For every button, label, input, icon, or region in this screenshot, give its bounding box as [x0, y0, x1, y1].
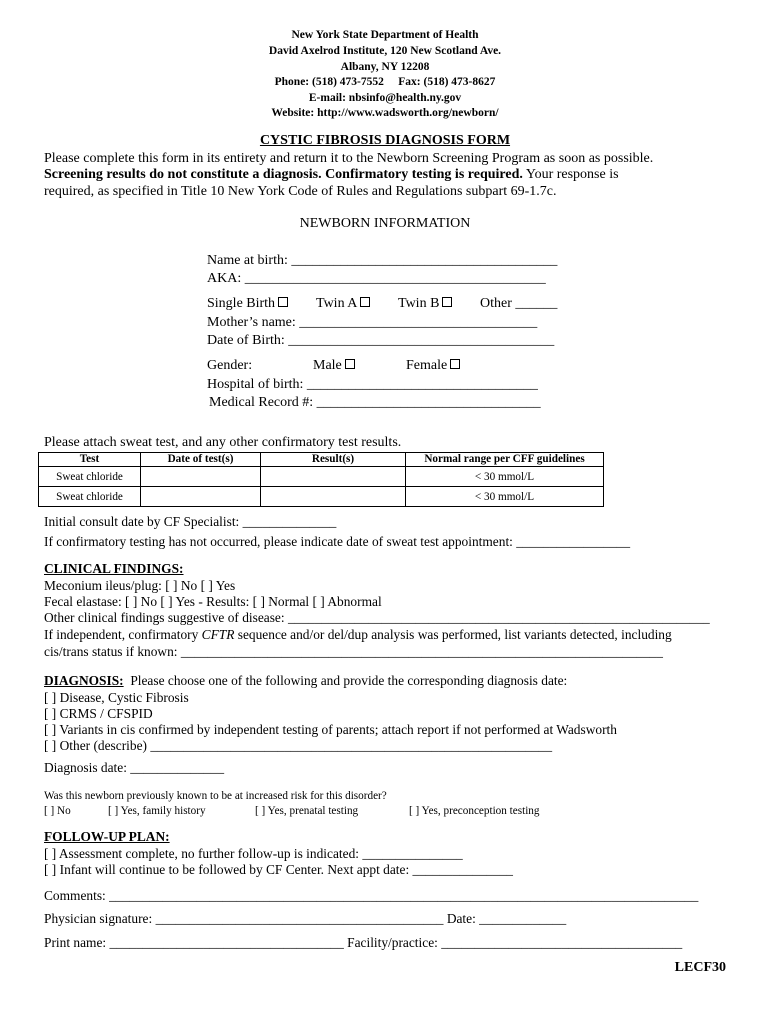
- meconium-ileus-field[interactable]: Meconium ileus/plug: [ ] No [ ] Yes: [44, 578, 236, 593]
- male-label: Male: [313, 358, 342, 373]
- cftr-variants-line: [44, 627, 672, 643]
- fecal-elastase-field[interactable]: Fecal elastase: [ ] No [ ] Yes - Results: [ ] Normal [ ] Abnormal: [44, 594, 382, 609]
- table-row: [39, 467, 604, 487]
- gender-label: Gender:: [207, 358, 253, 373]
- cis-trans-status-field[interactable]: cis/trans status if known: ________________________________________________________________________: [44, 644, 663, 659]
- twin-b-option[interactable]: [398, 295, 452, 312]
- risk-option-family-history[interactable]: [ ] Yes, family history: [108, 805, 206, 817]
- diagnosis-option-cis-variants[interactable]: [ ] Variants in cis confirmed by independent testing of parents; attach report if not performed at Wadsworth: [44, 722, 617, 737]
- clinical-findings-heading: CLINICAL FINDINGS:: [44, 561, 184, 576]
- normal-range-cell: < 30 mmol/L: [406, 487, 604, 507]
- twin-b-label: Twin B: [398, 296, 440, 311]
- other-birth-field[interactable]: Other ______: [480, 296, 558, 311]
- test-name-cell: Sweat chloride: [39, 487, 141, 507]
- hospital-of-birth-field[interactable]: Hospital of birth: _________________________________: [207, 377, 538, 392]
- female-checkbox[interactable]: [450, 359, 460, 369]
- normal-range-cell: < 30 mmol/L: [406, 467, 604, 487]
- single-birth-label: Single Birth: [207, 296, 276, 311]
- physician-signature-field[interactable]: Physician signature: ___________________________________________ Date: _____________: [44, 911, 567, 926]
- diagnosis-option-other[interactable]: [ ] Other (describe) ____________________________________________________________: [44, 738, 553, 753]
- test-result-cell[interactable]: [261, 487, 406, 507]
- cftr-variants-pre: If independent, confirmatory: [44, 627, 202, 642]
- other-clinical-findings-field[interactable]: Other clinical findings suggestive of disease: _______________________________________________________________: [44, 610, 710, 625]
- twin-a-option[interactable]: [316, 295, 370, 312]
- intro-line-3: required, as specified in Title 10 New York Code of Rules and Regulations subpart 69-1.7c.: [44, 184, 557, 199]
- intro-bold-statement: Screening results do not constitute a diagnosis. Confirmatory testing is required.: [44, 167, 523, 182]
- diagnosis-option-cf[interactable]: [ ] Disease, Cystic Fibrosis: [44, 690, 189, 705]
- risk-option-prenatal[interactable]: [ ] Yes, prenatal testing: [255, 805, 359, 817]
- table-header-row: [39, 453, 604, 467]
- column-header-test: Test: [39, 453, 141, 467]
- initial-consult-date-field[interactable]: Initial consult date by CF Specialist: ______________: [44, 514, 337, 529]
- diagnosis-heading-line: [44, 673, 567, 689]
- header-line-phone: Phone: (518) 473-7552 Fax: (518) 473-8627: [274, 76, 496, 88]
- column-header-date: Date of test(s): [141, 453, 261, 467]
- follow-up-heading: FOLLOW-UP PLAN:: [44, 829, 170, 844]
- comments-field[interactable]: Comments: ________________________________________________________________________________________: [44, 888, 699, 903]
- follow-up-option-cf-center[interactable]: [ ] Infant will continue to be followed by CF Center. Next appt date: _______________: [44, 862, 513, 877]
- print-name-facility-field[interactable]: Print name: ___________________________________ Facility/practice: ____________________________________: [44, 935, 683, 950]
- header-line-department: New York State Department of Health: [291, 29, 479, 41]
- intro-line-2: [44, 166, 619, 183]
- table-row: [39, 487, 604, 507]
- aka-field[interactable]: AKA: ___________________________________________: [207, 271, 546, 286]
- male-option[interactable]: [313, 357, 355, 374]
- female-option[interactable]: [406, 357, 460, 374]
- twin-a-checkbox[interactable]: [360, 297, 370, 307]
- newborn-heading: NEWBORN INFORMATION: [299, 216, 471, 231]
- mothers-name-label: Mother’s name: _______________________________: [207, 315, 517, 330]
- diagnosis-date-field[interactable]: Diagnosis date: ______________: [44, 760, 225, 775]
- medical-record-field[interactable]: Medical Record #: ________________________________: [209, 395, 541, 410]
- sweat-test-table: [38, 452, 604, 507]
- male-checkbox[interactable]: [345, 359, 355, 369]
- single-birth-option[interactable]: [207, 295, 288, 312]
- header-line-institute: David Axelrod Institute, 120 New Scotland Ave.: [268, 45, 502, 57]
- female-label: Female: [406, 358, 448, 373]
- test-date-cell[interactable]: [141, 467, 261, 487]
- single-birth-checkbox[interactable]: [278, 297, 288, 307]
- test-date-cell[interactable]: [141, 487, 261, 507]
- intro-line-2-rest: Your response is: [522, 167, 619, 182]
- risk-question: Was this newborn previously known to be at increased risk for this disorder?: [44, 790, 387, 802]
- intro-line-1: Please complete this form in its entirety and return it to the Newborn Screening Program as soon as possible.: [44, 151, 654, 166]
- header-line-email: E-mail: nbsinfo@health.ny.gov: [308, 92, 462, 104]
- risk-option-preconception[interactable]: [ ] Yes, preconception testing: [409, 805, 540, 817]
- sweat-test-appointment-field[interactable]: If confirmatory testing has not occurred, please indicate date of sweat test appointment: _________________: [44, 534, 631, 549]
- name-at-birth-field[interactable]: Name at birth: ______________________________________: [207, 253, 558, 268]
- diagnosis-instruction: Please choose one of the following and provide the corresponding diagnosis date:: [123, 673, 568, 688]
- test-name-cell: Sweat chloride: [39, 467, 141, 487]
- form-title: CYSTIC FIBROSIS DIAGNOSIS FORM: [259, 133, 511, 148]
- diagnosis-heading: DIAGNOSIS:: [44, 673, 124, 688]
- column-header-normal-range: Normal range per CFF guidelines: [406, 453, 604, 467]
- form-code: LECF30: [674, 960, 726, 975]
- header-line-city: Albany, NY 12208: [340, 61, 430, 73]
- cftr-gene-name: CFTR: [201, 627, 235, 642]
- column-header-results: Result(s): [261, 453, 406, 467]
- date-of-birth-field[interactable]: Date of Birth: ______________________________________: [207, 333, 555, 348]
- mothers-name-field[interactable]: [207, 314, 537, 331]
- twin-b-checkbox[interactable]: [442, 297, 452, 307]
- risk-option-no[interactable]: [ ] No: [44, 805, 71, 817]
- follow-up-option-complete[interactable]: [ ] Assessment complete, no further follow-up is indicated: _______________: [44, 846, 463, 861]
- test-result-cell[interactable]: [261, 467, 406, 487]
- header-line-website: Website: http://www.wadsworth.org/newborn/: [271, 107, 499, 119]
- cftr-variants-post: sequence and/or del/dup analysis was performed, list variants detected, including: [234, 627, 672, 642]
- diagnosis-option-crms[interactable]: [ ] CRMS / CFSPID: [44, 706, 153, 721]
- mothers-name-tail: ___: [516, 315, 538, 330]
- sweat-test-instruction: Please attach sweat test, and any other confirmatory test results.: [44, 435, 402, 450]
- twin-a-label: Twin A: [316, 296, 358, 311]
